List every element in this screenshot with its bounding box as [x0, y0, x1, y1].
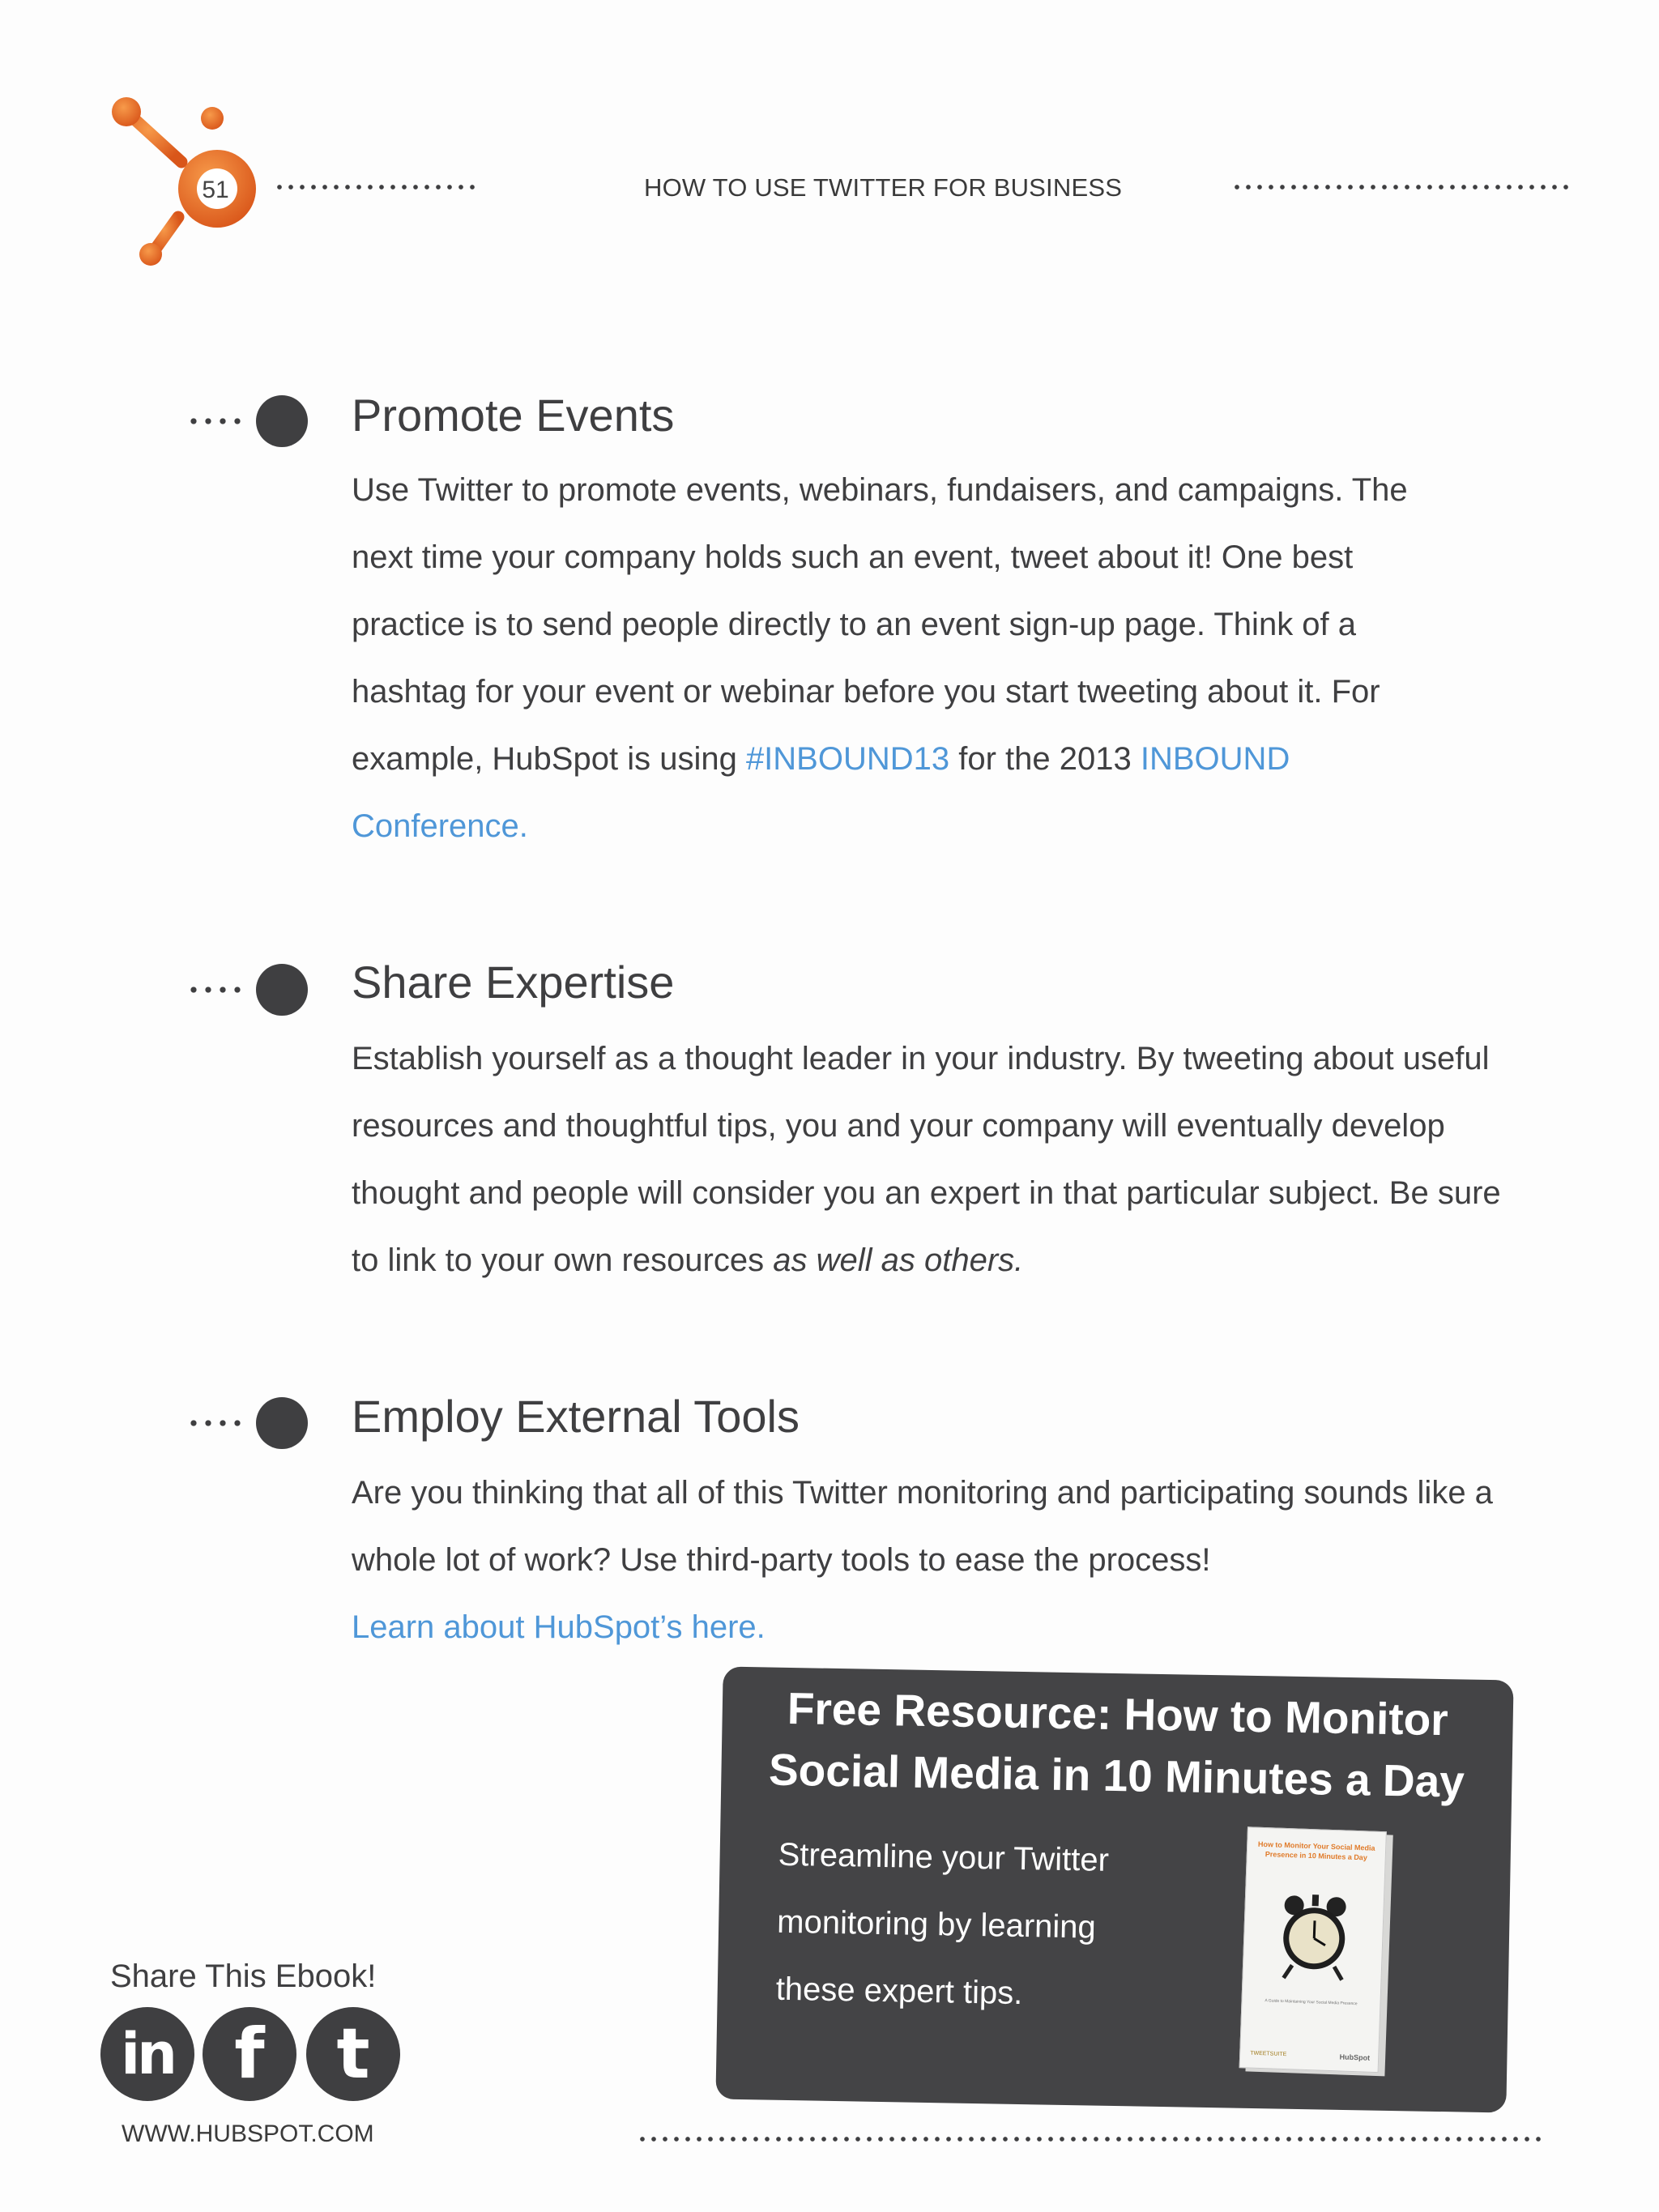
body-text: Are you thinking that all of this Twitter monitoring and participating sounds like a whole lot of work? Use third-party tools to ease the process!	[352, 1475, 1493, 1578]
resource-body	[775, 1822, 1200, 2031]
resource-title-line: Free Resource: How to Monitor	[787, 1682, 1449, 1745]
ebook-brand: HubSpot	[1339, 2052, 1371, 2062]
body-italic-text: as well as others.	[773, 1242, 1024, 1278]
facebook-share-icon[interactable]	[203, 2007, 296, 2101]
section-body	[352, 1460, 1534, 1661]
resource-title-line: Social Media in 10 Minutes a Day	[768, 1744, 1465, 1807]
ebook-title: How to Monitor Your Social Media Presence in 10 Minutes a Day	[1257, 1839, 1375, 1862]
free-resource-card[interactable]	[715, 1667, 1513, 2113]
section-body	[352, 1025, 1502, 1294]
facebook-glyph: f	[234, 2014, 265, 2095]
footer-website-url[interactable]: WWW.HUBSPOT.COM	[122, 2120, 374, 2147]
body-text: for the 2013	[949, 741, 1141, 777]
ebook-subtitle: A Guide to Maintaining Your Social Media Presence	[1265, 1998, 1358, 2007]
section-bullet-dots	[186, 418, 248, 424]
linkedin-glyph: in	[121, 2021, 174, 2087]
share-ebook-label: Share This Ebook!	[110, 1958, 377, 1994]
body-text: Use Twitter to promote events, webinars, fundaisers, and campaigns. The next time your company holds such an event, tweet about it! One best practice is to send people directly to an event sign-up page. Think of a hashtag for your event or webinar before you start tweeting about it. For example, HubSpot is using	[352, 472, 1408, 777]
twitter-glyph: t	[336, 2014, 370, 2095]
hubspot-sprocket-logo-icon	[104, 96, 266, 274]
section-bullet-dots	[186, 987, 248, 993]
section-bullet-icon	[256, 964, 308, 1016]
footer-dots	[637, 2137, 1544, 2142]
resource-body-line: Streamline your Twitter	[778, 1836, 1110, 1878]
page-number: 51	[202, 177, 229, 203]
inbound13-hashtag-link[interactable]: #INBOUND13	[745, 741, 950, 777]
header-dots-right	[1231, 185, 1572, 190]
linkedin-share-icon[interactable]	[100, 2007, 194, 2101]
resource-body-line: monitoring by learning	[776, 1903, 1097, 1946]
section-bullet-dots	[186, 1420, 248, 1426]
ebook-cover	[1239, 1826, 1387, 2073]
header-dots-left	[274, 185, 481, 190]
header-title: HOW TO USE TWITTER FOR BUSINESS	[644, 173, 1123, 202]
body-text: Establish yourself as a thought leader in your industry. By tweeting about useful resources and thoughtful tips, you and your company will eventually develop thought and people will consider you an expert in that particular subject. Be sure to link to your own resources	[352, 1041, 1501, 1278]
ebook-partner-brand: TWEETSUITE	[1250, 2050, 1287, 2058]
ebook-cover-image	[1239, 1826, 1393, 2074]
resource-title	[721, 1677, 1514, 1813]
inbound-conference-link[interactable]: INBOUND Conference.	[352, 741, 1290, 844]
twitter-share-icon[interactable]	[306, 2007, 400, 2101]
section-title: Promote Events	[352, 390, 675, 441]
alarm-clock-icon	[1275, 1892, 1353, 1985]
section-bullet-icon	[256, 1397, 308, 1449]
section-body	[352, 457, 1453, 860]
resource-body-line: these expert tips.	[775, 1971, 1023, 2012]
learn-about-hubspot-link[interactable]: Learn about HubSpot’s here.	[352, 1609, 766, 1645]
section-title: Employ External Tools	[352, 1391, 800, 1442]
section-title: Share Expertise	[352, 957, 675, 1008]
section-bullet-icon	[256, 395, 308, 447]
